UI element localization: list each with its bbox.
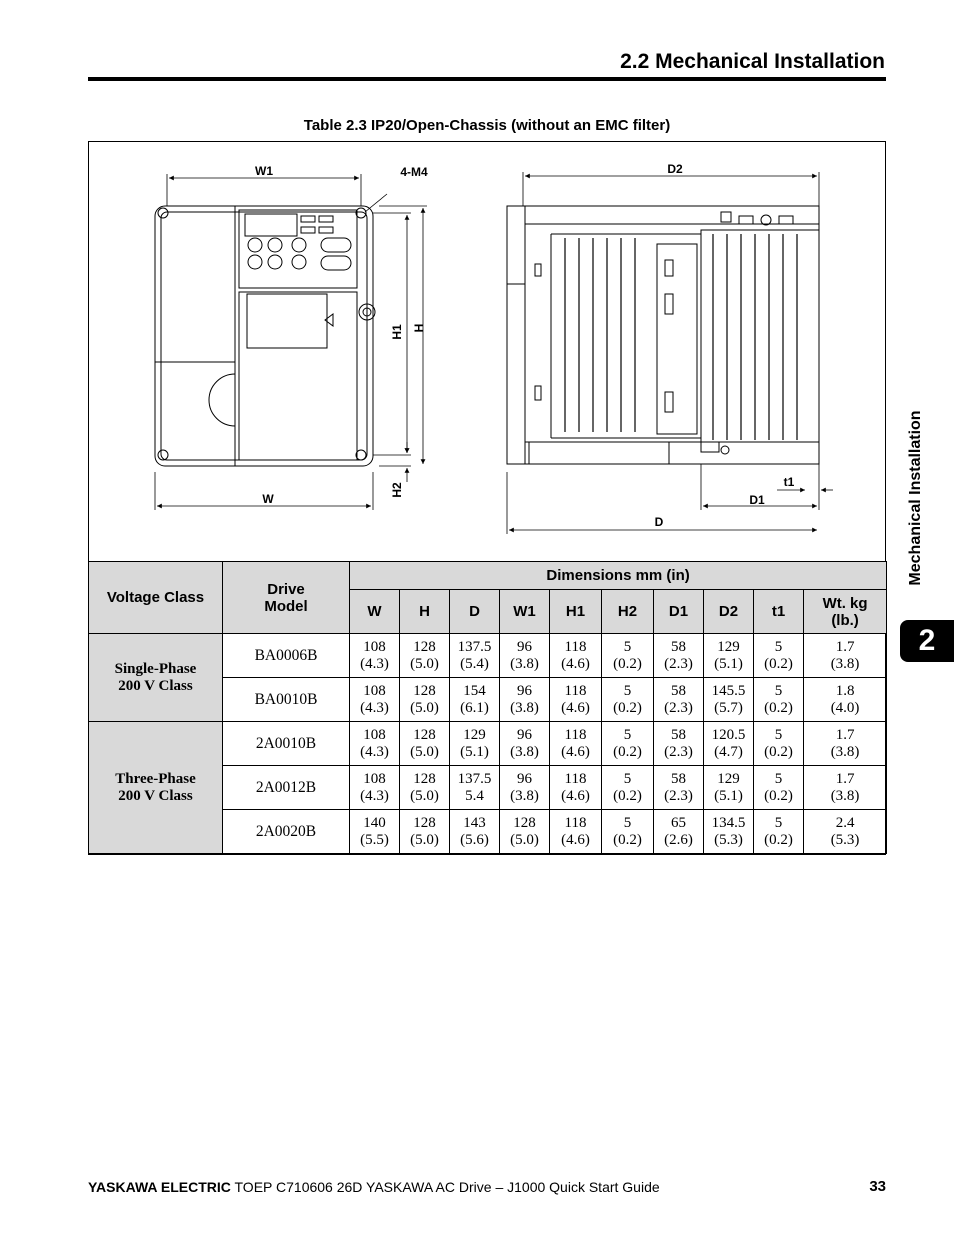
dimension-cell (350, 634, 400, 678)
dimension-cell (754, 722, 804, 766)
dimension-cell (450, 766, 500, 810)
imperial-value: (2.3) (664, 699, 693, 716)
dimension-cell (400, 810, 450, 854)
dimension-cell (654, 722, 704, 766)
metric-value: 5 (623, 814, 632, 831)
imperial-value: (0.2) (613, 655, 642, 672)
header-dimensions: Dimensions mm (in) (350, 562, 887, 590)
footer (88, 1179, 660, 1195)
metric-value: 1.7 (835, 638, 855, 655)
dimension-cell (500, 766, 550, 810)
metric-value: 108 (363, 638, 386, 655)
metric-value: 128 (513, 814, 536, 831)
label-h: H (412, 323, 426, 333)
dimension-cell (550, 634, 602, 678)
imperial-value: (5.3) (714, 831, 743, 848)
imperial-value: (5.0) (410, 655, 439, 672)
dimension-drawing (89, 142, 885, 562)
dimension-cell (550, 722, 602, 766)
metric-value: 145.5 (711, 682, 746, 699)
metric-value: 118 (564, 726, 587, 743)
imperial-value: (0.2) (613, 743, 642, 760)
metric-value: 96 (517, 726, 532, 743)
header-drive-model: Drive Model (223, 562, 350, 634)
drive-model-cell: 2A0020B (223, 810, 350, 854)
imperial-value: (3.8) (510, 787, 539, 804)
drive-model-cell: 2A0012B (223, 766, 350, 810)
dimension-cell (450, 810, 500, 854)
metric-value: 108 (363, 682, 386, 699)
table-row (89, 722, 887, 766)
metric-value: 128 (413, 682, 436, 699)
dimension-cell (400, 766, 450, 810)
dimension-cell (550, 678, 602, 722)
imperial-value: (4.3) (360, 699, 389, 716)
imperial-value: (4.7) (714, 743, 743, 760)
dimension-cell (400, 722, 450, 766)
dimension-cell (804, 722, 887, 766)
header-h2: H2 (602, 590, 654, 634)
imperial-value: (5.0) (510, 831, 539, 848)
metric-value: 118 (564, 682, 587, 699)
header-rule (88, 77, 886, 81)
metric-value: 118 (564, 638, 587, 655)
imperial-value: (4.6) (561, 655, 590, 672)
metric-value: 1.8 (835, 682, 855, 699)
metric-value: 5 (774, 770, 783, 787)
metric-value: 65 (671, 814, 686, 831)
metric-value: 154 (463, 682, 486, 699)
metric-value: 118 (564, 770, 587, 787)
metric-value: 58 (671, 682, 686, 699)
metric-value: 5 (774, 726, 783, 743)
metric-value: 58 (671, 638, 686, 655)
chapter-tab: 2 (900, 620, 954, 662)
header-voltage-class: Voltage Class (89, 562, 223, 634)
metric-value: 58 (671, 726, 686, 743)
imperial-value: (0.2) (613, 699, 642, 716)
metric-value: 134.5 (711, 814, 746, 831)
imperial-value: (3.8) (510, 655, 539, 672)
header-d2: D2 (704, 590, 754, 634)
metric-value: 137.5 (457, 638, 492, 655)
metric-value: 1.7 (835, 770, 855, 787)
side-view (507, 206, 819, 464)
imperial-value: (3.8) (830, 743, 860, 760)
imperial-value: (5.1) (714, 655, 743, 672)
imperial-value: (2.6) (664, 831, 693, 848)
dimension-cell (654, 766, 704, 810)
header-h: H (400, 590, 450, 634)
metric-value: 5 (623, 682, 632, 699)
imperial-value: (0.2) (764, 831, 793, 848)
dimension-cell (602, 678, 654, 722)
voltage-class-cell: Three-Phase 200 V Class (89, 722, 223, 854)
metric-value: 5 (623, 638, 632, 655)
imperial-value: (0.2) (613, 787, 642, 804)
table-row (89, 634, 887, 678)
dimension-cell (754, 634, 804, 678)
metric-value: 5 (774, 638, 783, 655)
label-w1: W1 (255, 164, 273, 178)
dimension-cell (350, 766, 400, 810)
imperial-value: (2.3) (664, 787, 693, 804)
side-tab-label: Mechanical Installation (907, 409, 924, 586)
dimension-cell (602, 634, 654, 678)
imperial-value: (5.0) (410, 787, 439, 804)
dimension-cell (350, 810, 400, 854)
imperial-value: (3.8) (510, 699, 539, 716)
metric-value: 5 (774, 682, 783, 699)
imperial-value: (4.3) (360, 787, 389, 804)
label-d1: D1 (749, 493, 765, 507)
dimension-cell (704, 810, 754, 854)
imperial-value: (5.0) (410, 743, 439, 760)
header-h1: H1 (550, 590, 602, 634)
label-w: W (262, 492, 274, 506)
dimension-cell (400, 678, 450, 722)
metric-value: 96 (517, 638, 532, 655)
front-view (155, 206, 375, 466)
dimension-cell (602, 766, 654, 810)
imperial-value: (0.2) (764, 743, 793, 760)
label-t1: t1 (783, 475, 795, 489)
metric-value: 120.5 (711, 726, 746, 743)
metric-value: 96 (517, 770, 532, 787)
dimension-cell (450, 678, 500, 722)
header-weight: Wt. kg (lb.) (804, 590, 887, 634)
dimension-cell (500, 722, 550, 766)
dimension-cell (350, 722, 400, 766)
imperial-value: (5.7) (714, 699, 743, 716)
metric-value: 129 (463, 726, 486, 743)
dimension-cell (654, 634, 704, 678)
drive-model-cell: 2A0010B (223, 722, 350, 766)
metric-value: 5 (623, 770, 632, 787)
metric-value: 1.7 (835, 726, 855, 743)
metric-value: 118 (564, 814, 587, 831)
metric-value: 128 (413, 814, 436, 831)
side-tab (905, 395, 927, 600)
imperial-value: (5.4) (460, 655, 489, 672)
header-d1: D1 (654, 590, 704, 634)
page-number: 33 (869, 1178, 886, 1195)
footer-text: TOEP C710606 26D YASKAWA AC Drive – J1000 Quick Start Guide (230, 1179, 660, 1195)
metric-value: 108 (363, 726, 386, 743)
label-4-m4: 4-M4 (400, 165, 428, 179)
label-h1: H1 (390, 324, 404, 340)
dimension-cell (754, 810, 804, 854)
imperial-value: (4.6) (561, 787, 590, 804)
metric-value: 5 (623, 726, 632, 743)
imperial-value: (4.6) (561, 831, 590, 848)
dimensions-table (88, 561, 887, 854)
dimension-cell (450, 722, 500, 766)
header-w: W (350, 590, 400, 634)
dimension-cell (500, 678, 550, 722)
dimension-cell (400, 634, 450, 678)
dimension-cell (550, 810, 602, 854)
metric-value: 129 (717, 770, 740, 787)
dimension-cell (602, 722, 654, 766)
imperial-value: (2.3) (664, 743, 693, 760)
dimension-cell (654, 810, 704, 854)
metric-value: 128 (413, 726, 436, 743)
metric-value: 129 (717, 638, 740, 655)
drive-model-cell: BA0006B (223, 634, 350, 678)
dimension-cell (550, 766, 602, 810)
metric-value: 143 (463, 814, 486, 831)
voltage-class-cell: Single-Phase 200 V Class (89, 634, 223, 722)
imperial-value: (0.2) (764, 655, 793, 672)
imperial-value: (3.8) (830, 655, 860, 672)
imperial-value: (4.6) (561, 743, 590, 760)
drive-model-cell: BA0010B (223, 678, 350, 722)
label-h2: H2 (390, 482, 404, 498)
imperial-value: (5.1) (460, 743, 489, 760)
metric-value: 2.4 (835, 814, 855, 831)
imperial-value: (5.0) (410, 699, 439, 716)
imperial-value: (4.3) (360, 743, 389, 760)
imperial-value: (2.3) (664, 655, 693, 672)
imperial-value: (3.8) (830, 787, 860, 804)
imperial-value: (3.8) (510, 743, 539, 760)
dimension-cell (350, 678, 400, 722)
imperial-value: (5.6) (460, 831, 489, 848)
header-t1: t1 (754, 590, 804, 634)
dimension-cell (804, 810, 887, 854)
label-d: D (654, 515, 664, 529)
metric-value: 96 (517, 682, 532, 699)
dimension-cell (654, 678, 704, 722)
header-d: D (450, 590, 500, 634)
footer-brand: YASKAWA ELECTRIC (88, 1179, 231, 1195)
imperial-value: (0.2) (764, 699, 793, 716)
label-d2: D2 (667, 162, 683, 176)
dimension-cell (704, 766, 754, 810)
dimension-cell (602, 810, 654, 854)
imperial-value: (5.5) (360, 831, 389, 848)
imperial-value: (4.6) (561, 699, 590, 716)
dimension-cell (500, 634, 550, 678)
imperial-value: (5.1) (714, 787, 743, 804)
imperial-value: (0.2) (764, 787, 793, 804)
metric-value: 5 (774, 814, 783, 831)
metric-value: 128 (413, 770, 436, 787)
metric-value: 108 (363, 770, 386, 787)
table-caption: Table 2.3 IP20/Open-Chassis (without an EMC filter) (303, 117, 671, 134)
dimension-cell (804, 634, 887, 678)
metric-value: 137.5 (457, 770, 492, 787)
metric-value: 140 (363, 814, 386, 831)
imperial-value: (5.0) (410, 831, 439, 848)
dimension-cell (500, 810, 550, 854)
header-w1: W1 (500, 590, 550, 634)
imperial-value: (4.0) (830, 699, 860, 716)
imperial-value: (5.3) (830, 831, 860, 848)
metric-value: 128 (413, 638, 436, 655)
dimension-cell (804, 678, 887, 722)
dimension-cell (754, 678, 804, 722)
imperial-value: (4.3) (360, 655, 389, 672)
imperial-value: (6.1) (460, 699, 489, 716)
imperial-value: 5.4 (465, 787, 484, 804)
dimension-cell (754, 766, 804, 810)
section-title: 2.2 Mechanical Installation (620, 50, 885, 73)
dimension-cell (704, 722, 754, 766)
imperial-value: (0.2) (613, 831, 642, 848)
dimension-cell (450, 634, 500, 678)
dimension-cell (704, 678, 754, 722)
dimension-cell (804, 766, 887, 810)
metric-value: 58 (671, 770, 686, 787)
dimension-cell (704, 634, 754, 678)
